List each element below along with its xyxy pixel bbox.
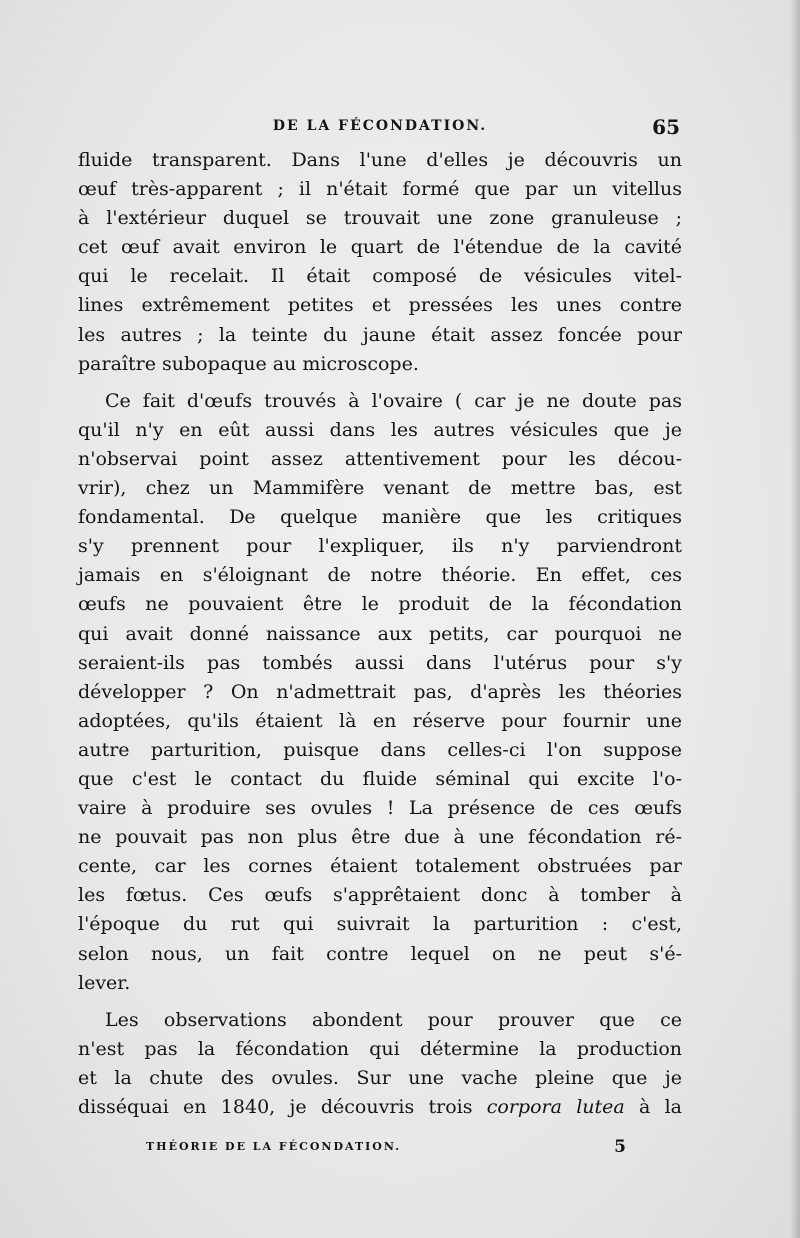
signature-number: 5 [614, 1137, 626, 1157]
page-number: 65 [652, 115, 680, 139]
italic-latin-term: corpora lutea [486, 1096, 625, 1118]
text-line: l'époque du rut qui suivrait la parturition : c'est, [78, 913, 682, 936]
text-line: fluide transparent. Dans l'une d'elles je découvris un [78, 149, 682, 171]
text-line: jamais en s'éloignant de notre théorie. En effet, ces [78, 564, 682, 587]
paragraph-gap [78, 379, 682, 387]
text-line: Ce fait d'œufs trouvés à l'ovaire ( car je ne doute pas [105, 389, 682, 412]
page-edge-shadow [790, 0, 800, 1238]
text-line: selon nous, un fait contre lequel on ne peut s'é- [78, 942, 682, 965]
text-line: les fœtus. Ces œufs s'apprêtaient donc à tomber à [78, 884, 682, 907]
text-line: vaire à produire ses ovules ! La présence de ces œufs [78, 797, 682, 820]
text-line: seraient-ils pas tombés aussi dans l'utérus pour s'y [78, 651, 682, 674]
signature-footer [146, 1137, 626, 1160]
text-line: paraître subopaque au microscope. [78, 352, 419, 375]
text-line: autre parturition, puisque dans celles-ci l'on suppose [78, 738, 682, 761]
text-line: fondamental. De quelque manière que les critiques [78, 506, 682, 529]
text-line: œuf très-apparent ; il n'était formé que par un vitellus [78, 178, 682, 201]
text-line: adoptées, qu'ils étaient là en réserve pour fournir une [78, 709, 682, 732]
text-segment: disséquai en 1840, je découvris trois [78, 1096, 487, 1118]
text-line: cente, car les cornes étaient totalement obstruées par [78, 855, 682, 878]
text-line: s'y prennent pour l'expliquer, ils n'y parviendront [78, 535, 682, 558]
text-line: à l'extérieur duquel se trouvait une zone granuleuse ; [78, 207, 682, 230]
text-line: qu'il n'y en eût aussi dans les autres vésicules que je [78, 418, 682, 441]
paragraph-gap [78, 998, 682, 1006]
text-line: ne pouvait pas non plus être due à une fécondation ré- [78, 826, 682, 849]
running-head [80, 115, 680, 140]
text-line: n'observai point assez attentivement pour les décou- [78, 447, 682, 470]
text-line: vrir), chez un Mammifère venant de mettre bas, est [78, 477, 682, 500]
signature-mark: THÉORIE DE LA FÉCONDATION. [146, 1140, 402, 1153]
text-line: qui le recelait. Il était composé de vésicules vitel- [78, 265, 682, 288]
text-line: cet œuf avait environ le quart de l'étendue de la cavité [78, 236, 682, 259]
text-line: lines extrêmement petites et pressées les unes contre [78, 294, 682, 317]
text-line: Les observations abondent pour prouver que ce [105, 1008, 682, 1031]
text-segment: à la [624, 1096, 683, 1118]
text-line: développer ? On n'admettrait pas, d'après les théories [78, 680, 682, 703]
text-line: et la chute des ovules. Sur une vache pleine que je [78, 1066, 682, 1089]
text-line: n'est pas la fécondation qui détermine la production [78, 1037, 682, 1060]
running-title: DE LA FÉCONDATION. [272, 118, 488, 134]
text-line: que c'est le contact du fluide séminal qui excite l'o- [78, 767, 682, 790]
text-line: qui avait donné naissance aux petits, car pourquoi ne [78, 622, 682, 645]
body-text [78, 146, 682, 1122]
text-line: les autres ; la teinte du jaune était assez foncée pour [78, 323, 682, 346]
text-line: œufs ne pouvaient être le produit de la fécondation [78, 593, 682, 616]
text-line: lever. [78, 971, 131, 994]
text-line-with-italic [78, 1093, 682, 1122]
